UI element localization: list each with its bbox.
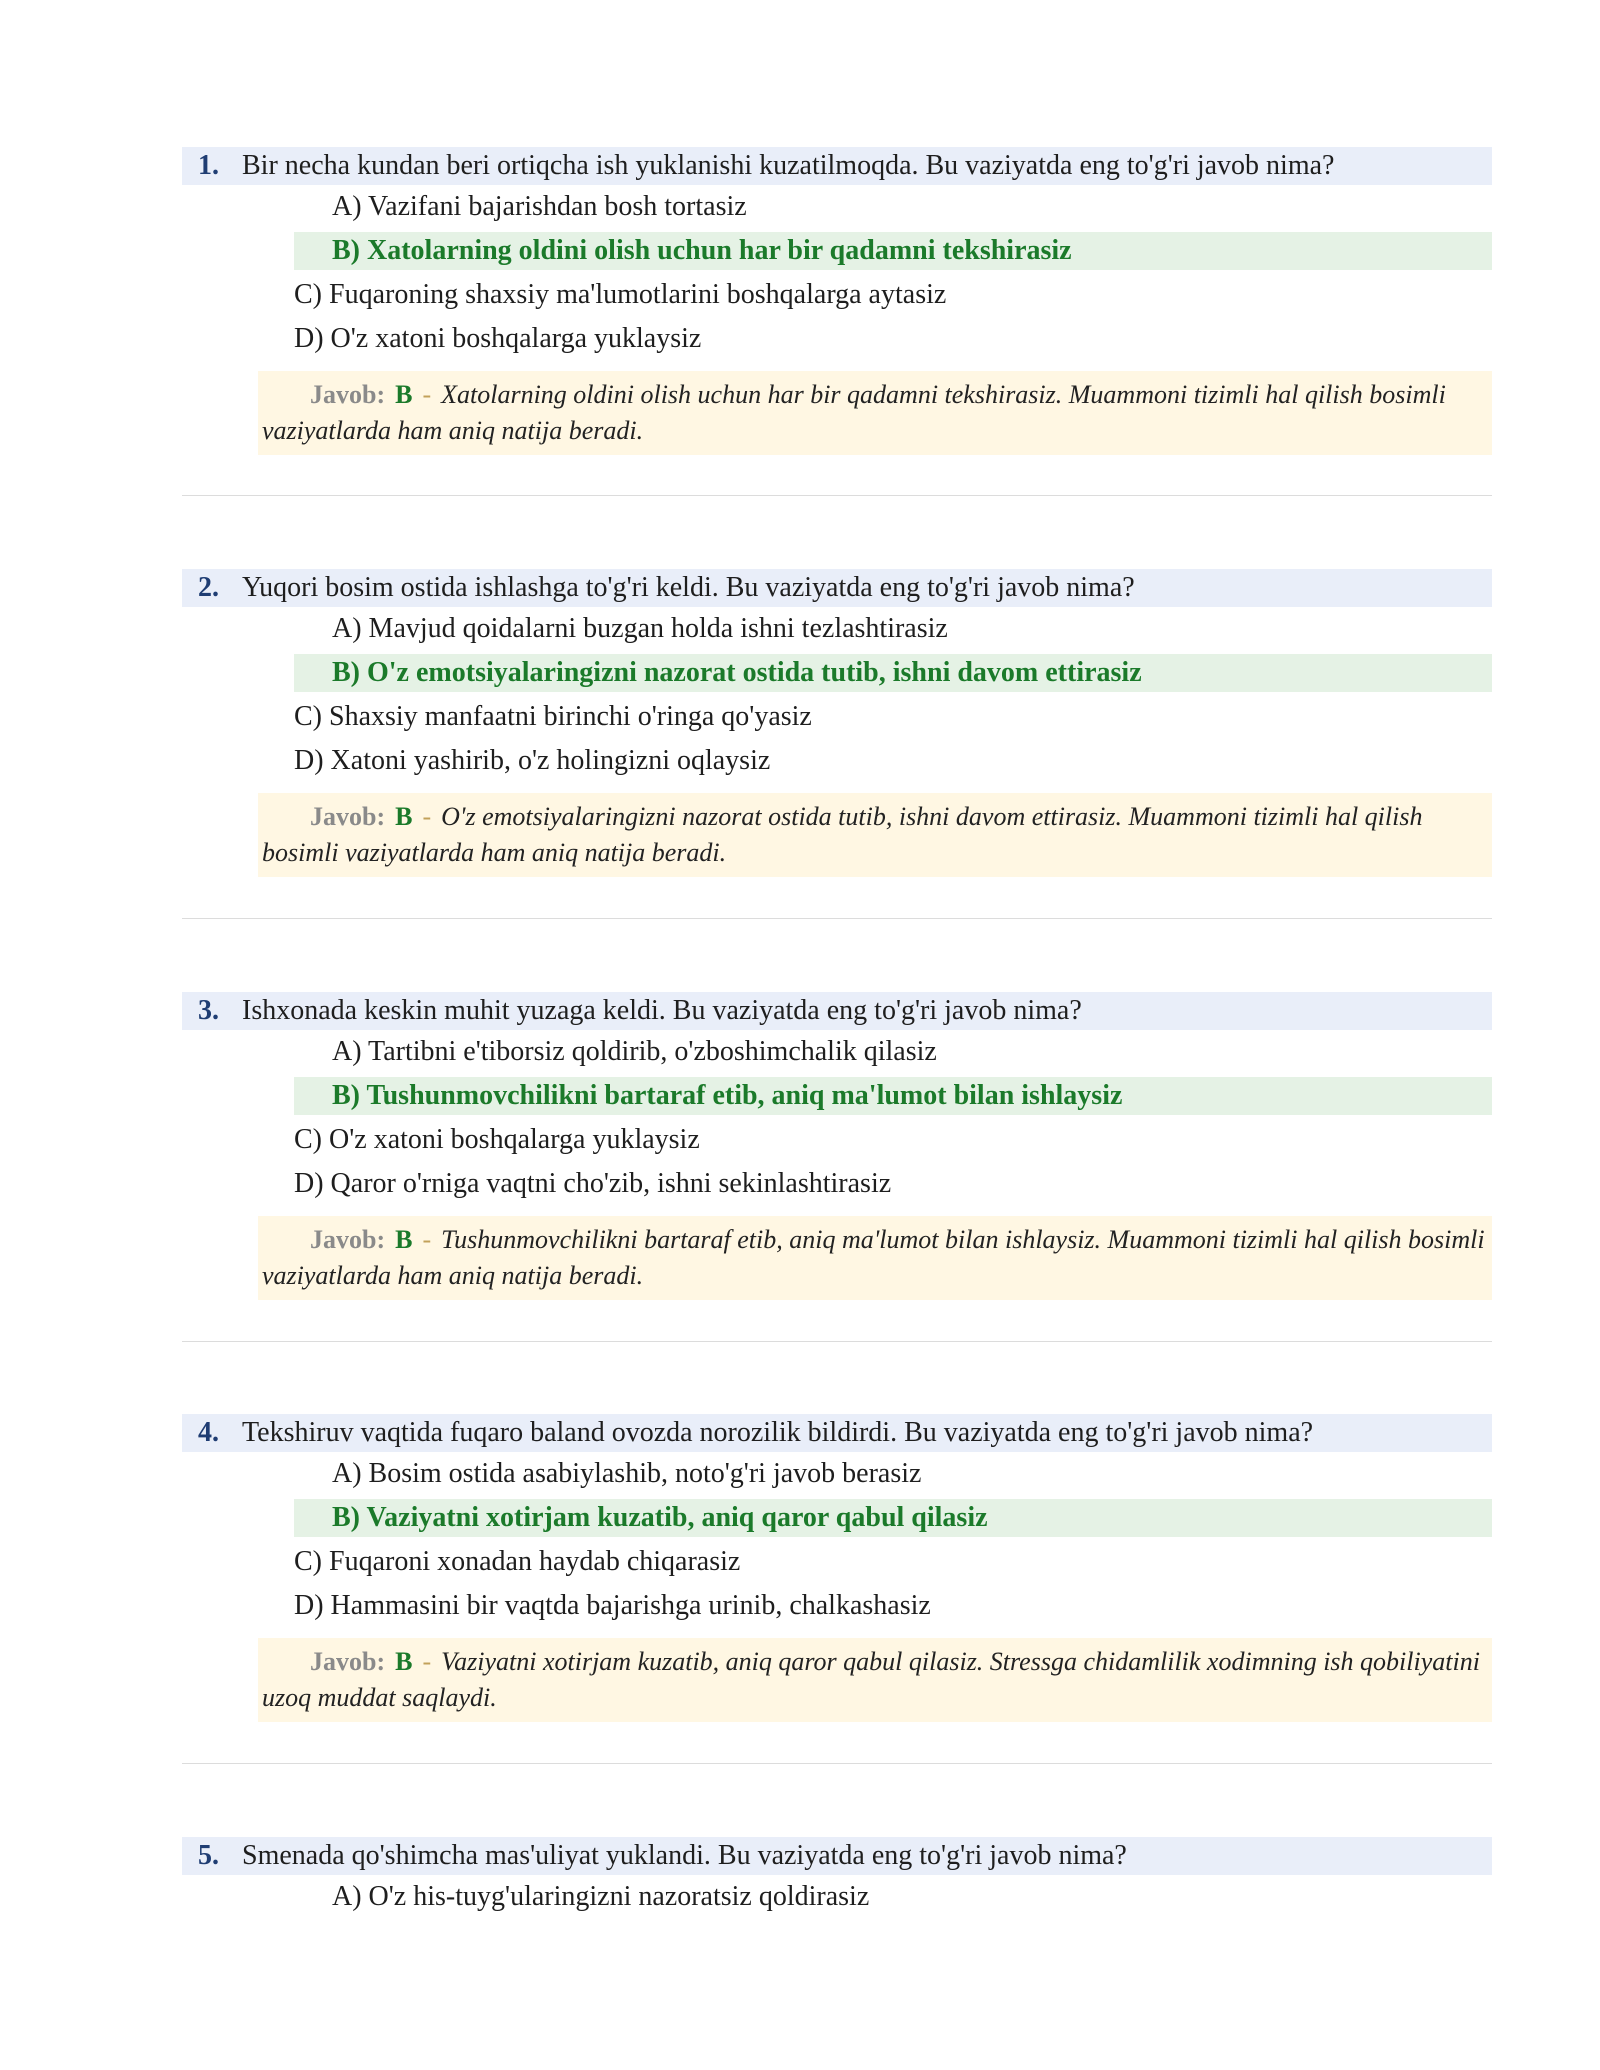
- question-number: 2.: [198, 572, 219, 603]
- question-text: Yuqori bosim ostida ishlashga to'g'ri keldi. Bu vaziyatda eng to'g'ri javob nima?: [242, 572, 1135, 603]
- question-text: Smenada qo'shimcha mas'uliyat yuklandi. Bu vaziyatda eng to'g'ri javob nima?: [242, 1840, 1127, 1871]
- question-row: [182, 992, 1492, 1030]
- answer-box: [258, 1216, 1492, 1300]
- answer-text: O'z emotsiyalaringizni nazorat ostida tutib, ishni davom ettirasiz. Muammoni tizimli hal qilish bosimli vaziyatlarda ham aniq natija beradi.: [262, 802, 1423, 867]
- answer-label: Javob:: [310, 802, 386, 831]
- option-c: C) Fuqaroni xonadan haydab chiqarasiz: [294, 1546, 741, 1577]
- option-a: A) Tartibni e'tiborsiz qoldirib, o'zboshimchalik qilasiz: [332, 1036, 937, 1067]
- question-text: Ishxonada keskin muhit yuzaga keldi. Bu vaziyatda eng to'g'ri javob nima?: [242, 995, 1082, 1026]
- section-divider: [182, 1763, 1492, 1764]
- answer-letter: B: [395, 802, 413, 831]
- answer-text: Vaziyatni xotirjam kuzatib, aniq qaror qabul qilasiz. Stressga chidamlilik xodimning ish qobiliyatini uzoq muddat saqlaydi.: [262, 1647, 1480, 1712]
- section-divider: [182, 495, 1492, 496]
- option-d: D) Qaror o'rniga vaqtni cho'zib, ishni sekinlashtirasiz: [294, 1168, 892, 1199]
- option-c: C) Shaxsiy manfaatni birinchi o'ringa qo'yasiz: [294, 701, 812, 732]
- option-b-correct: B) O'z emotsiyalaringizni nazorat ostida tutib, ishni davom ettirasiz: [294, 654, 1492, 692]
- section-divider: [182, 918, 1492, 919]
- question-row: [182, 1837, 1492, 1875]
- option-b-correct: B) Tushunmovchilikni bartaraf etib, aniq ma'lumot bilan ishlaysiz: [294, 1077, 1492, 1115]
- answer-letter: B: [395, 1647, 413, 1676]
- answer-box: [258, 793, 1492, 877]
- answer-dash: -: [422, 802, 432, 831]
- answer-letter: B: [395, 1225, 413, 1254]
- answer-text: Xatolarning oldini olish uchun har bir qadamni tekshirasiz. Muammoni tizimli hal qilish bosimli vaziyatlarda ham aniq natija beradi.: [262, 380, 1446, 445]
- option-b-correct: B) Vaziyatni xotirjam kuzatib, aniq qaror qabul qilasiz: [294, 1499, 1492, 1537]
- question-5: [182, 1837, 1492, 1919]
- answer-label: Javob:: [310, 1225, 386, 1254]
- question-3: [182, 992, 1492, 1300]
- section-divider: [182, 1341, 1492, 1342]
- option-a: A) Vazifani bajarishdan bosh tortasiz: [332, 191, 747, 222]
- question-4: [182, 1414, 1492, 1722]
- question-row: [182, 147, 1492, 185]
- question-row: [182, 569, 1492, 607]
- question-number: 4.: [198, 1417, 219, 1448]
- answer-label: Javob:: [310, 380, 386, 409]
- option-d: D) O'z xatoni boshqalarga yuklaysiz: [294, 323, 702, 354]
- answer-label: Javob:: [310, 1647, 386, 1676]
- option-c: C) O'z xatoni boshqalarga yuklaysiz: [294, 1124, 700, 1155]
- question-number: 3.: [198, 995, 219, 1026]
- question-row: [182, 1414, 1492, 1452]
- question-text: Bir necha kundan beri ortiqcha ish yuklanishi kuzatilmoqda. Bu vaziyatda eng to'g'ri javob nima?: [242, 150, 1335, 181]
- option-a: A) O'z his-tuyg'ularingizni nazoratsiz qoldirasiz: [332, 1881, 870, 1912]
- question-1: [182, 147, 1492, 455]
- question-number: 1.: [198, 150, 219, 181]
- option-b-correct: B) Xatolarning oldini olish uchun har bir qadamni tekshirasiz: [294, 232, 1492, 270]
- option-a: A) Mavjud qoidalarni buzgan holda ishni tezlashtirasiz: [332, 613, 948, 644]
- answer-dash: -: [422, 1225, 432, 1254]
- answer-dash: -: [422, 1647, 432, 1676]
- question-number: 5.: [198, 1840, 219, 1871]
- option-d: D) Xatoni yashirib, o'z holingizni oqlaysiz: [294, 745, 771, 776]
- answer-box: [258, 371, 1492, 455]
- option-c: C) Fuqaroning shaxsiy ma'lumotlarini boshqalarga aytasiz: [294, 279, 947, 310]
- answer-dash: -: [422, 380, 432, 409]
- option-d: D) Hammasini bir vaqtda bajarishga urinib, chalkashasiz: [294, 1590, 931, 1621]
- answer-letter: B: [395, 380, 413, 409]
- answer-text: Tushunmovchilikni bartaraf etib, aniq ma'lumot bilan ishlaysiz. Muammoni tizimli hal qilish bosimli vaziyatlarda ham aniq natija beradi.: [262, 1225, 1485, 1290]
- option-a: A) Bosim ostida asabiylashib, noto'g'ri javob berasiz: [332, 1458, 922, 1489]
- question-text: Tekshiruv vaqtida fuqaro baland ovozda norozilik bildirdi. Bu vaziyatda eng to'g'ri javob nima?: [242, 1417, 1314, 1448]
- question-2: [182, 569, 1492, 877]
- answer-box: [258, 1638, 1492, 1722]
